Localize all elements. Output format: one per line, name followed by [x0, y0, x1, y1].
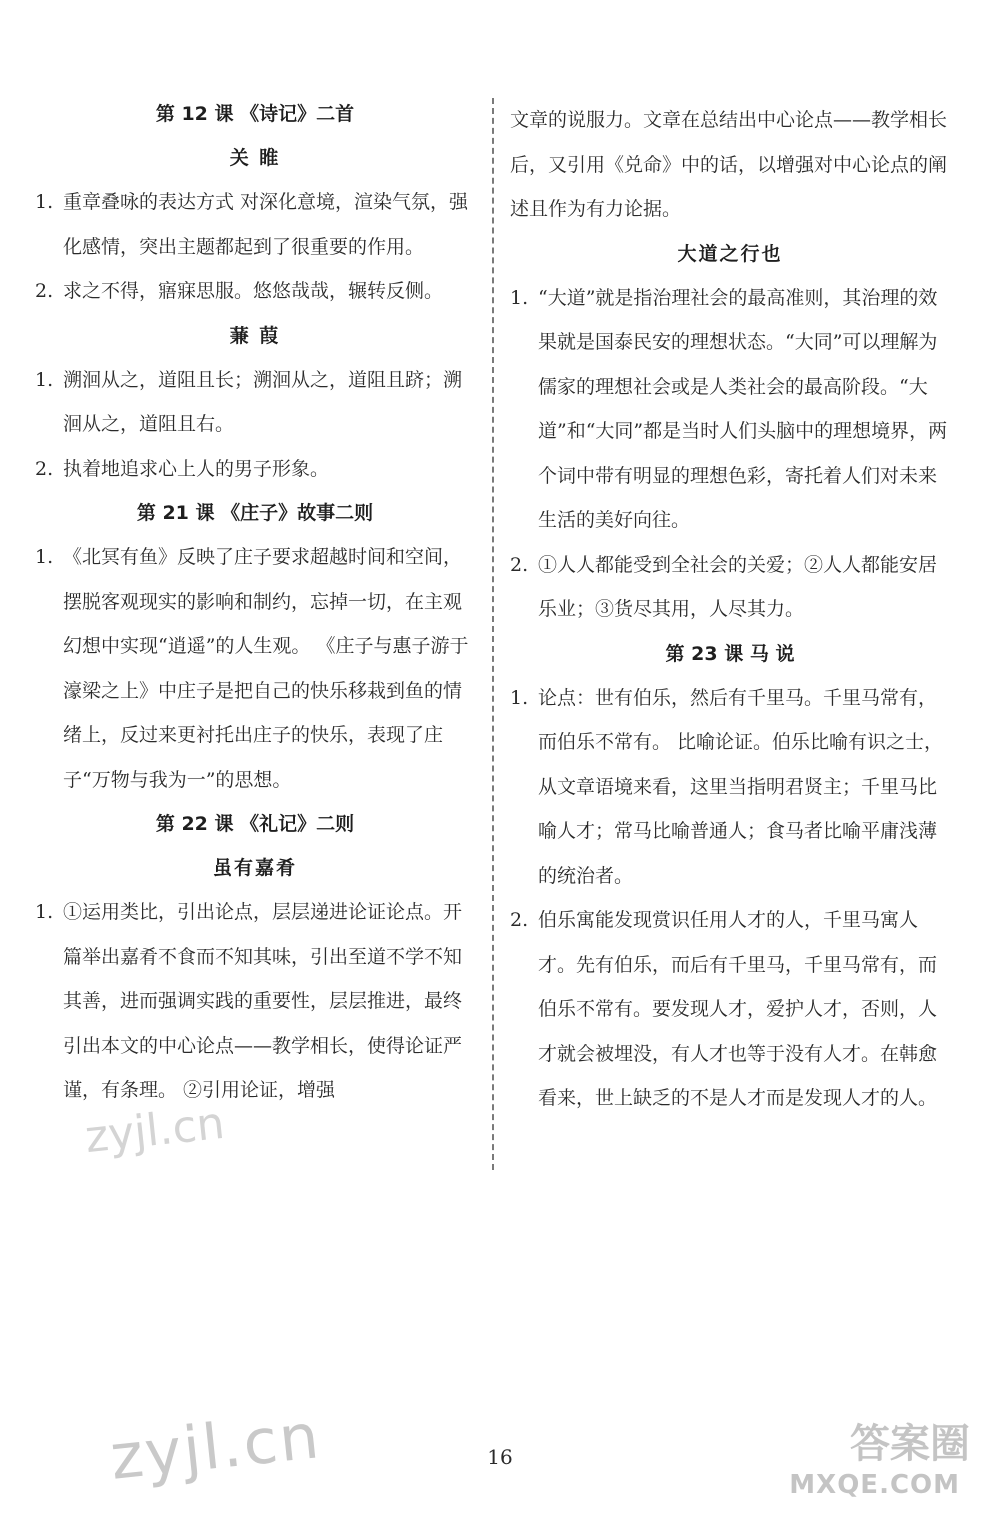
section-subtitle: 关 睢 — [229, 147, 281, 169]
lesson-heading: 第 12 课 《诗记》二首 — [155, 103, 355, 125]
item-text: 求之不得，寤寐思服。悠悠哉哉，辗转反侧。 — [63, 280, 444, 302]
item-number: 1. — [510, 686, 529, 709]
answer-item — [510, 276, 950, 543]
answer-item — [35, 535, 475, 802]
item-text: ①运用类比，引出论点，层层递进论证论点。开篇举出嘉肴不食而不知其味，引出至道不学不知其善，进而强调实践的重要性，层层推进，最终引出本文的中心论点——教学相长，使得论证严谨，有条理。 ②引用论证，增强 — [63, 901, 463, 1101]
answer-item — [510, 898, 950, 1121]
answer-item — [35, 447, 475, 492]
item-number: 2. — [510, 909, 529, 931]
watermark-mid-left: zyjl.cn — [82, 1097, 227, 1164]
section-subtitle: 蒹 葭 — [229, 324, 281, 347]
item-text: ①人人都能受到全社会的关爱；②人人都能安居乐业；③货尽其用，人尽其力。 — [538, 553, 938, 620]
answer-item — [35, 269, 475, 314]
item-number: 2. — [35, 280, 54, 302]
item-text: 伯乐寓能发现赏识任用人才的人，千里马寓人才。先有伯乐，而后有千里马，千里马常有，而伯乐不常有。要发现人才，爱护人才，否则，人才就会被埋没，有人才也等于没有人才。在韩愈看来，世上缺乏的不是人才而是发现人才的人。 — [538, 909, 938, 1109]
item-text: 《北冥有鱼》反映了庄子要求超越时间和空间，摆脱客观现实的影响和制约，忘掉一切，在主观幻想中实现“逍遥”的人生观。 《庄子与惠子游于濠梁之上》中庄子是把自己的快乐移栽到鱼的情绪上，反过来更衬托出庄子的快乐，表现了庄子“万物与我为一”的思想。 — [63, 546, 469, 791]
item-text: “大道”就是指治理社会的最高准则，其治理的效果就是国泰民安的理想状态。“大同”可以理解为儒家的理想社会或是人类社会的最高阶段。“大道”和“大同”都是当时人们头脑中的理想境界，两个词中带有明显的理想色彩，寄托着人们对未来生活的美好向往。 — [538, 286, 948, 531]
answer-item — [510, 543, 950, 632]
left-column — [35, 92, 475, 1113]
lesson-heading: 第 21 课 《庄子》故事二则 — [136, 502, 374, 524]
watermark-bottom-right-url: MXQE.COM — [789, 1470, 960, 1500]
lesson-heading: 第 23 课 马 说 — [665, 642, 795, 665]
item-number: 1. — [510, 286, 529, 309]
watermark-bottom-left: zyjl.cn — [106, 1399, 325, 1494]
item-number: 2. — [35, 457, 54, 480]
answer-item — [510, 676, 950, 899]
item-text: 执着地追求心上人的男子形象。 — [63, 457, 330, 480]
answer-item — [35, 890, 475, 1113]
answer-item — [35, 180, 475, 269]
item-text: 重章叠咏的表达方式 对深化意境，渲染气氛，强化感情，突出主题都起到了很重要的作用。 — [63, 191, 469, 258]
section-subtitle: 虽有嘉肴 — [212, 857, 297, 879]
item-text: 论点：世有伯乐，然后有千里马。千里马常有，而伯乐不常有。 比喻论证。伯乐比喻有识之士，从文章语境来看，这里当指明君贤主；千里马比喻人才；常马比喻普通人；食马者比喻平庸浅薄的统治者。 — [538, 686, 944, 887]
lesson-heading: 第 22 课 《礼记》二则 — [155, 813, 355, 835]
section-subtitle: 大道之行也 — [677, 242, 783, 265]
item-number: 2. — [510, 553, 529, 576]
item-number: 1. — [35, 901, 54, 923]
answer-paragraph: 文章的说服力。文章在总结出中心论点——教学相长后，又引用《兑命》中的话，以增强对中心论点的阐述且作为有力论据。 — [510, 109, 948, 220]
item-number: 1. — [35, 368, 54, 391]
item-number: 1. — [35, 191, 54, 213]
watermark-bottom-right-logo: 答案圈 — [850, 1421, 970, 1467]
page-number: 16 — [487, 1445, 513, 1469]
right-column — [510, 98, 950, 1121]
item-text: 溯洄从之，道阻且长；溯洄从之，道阻且跻；溯洄从之，道阻且右。 — [63, 368, 463, 435]
column-divider — [492, 98, 494, 1170]
item-number: 1. — [35, 546, 54, 568]
answer-item — [35, 358, 475, 447]
